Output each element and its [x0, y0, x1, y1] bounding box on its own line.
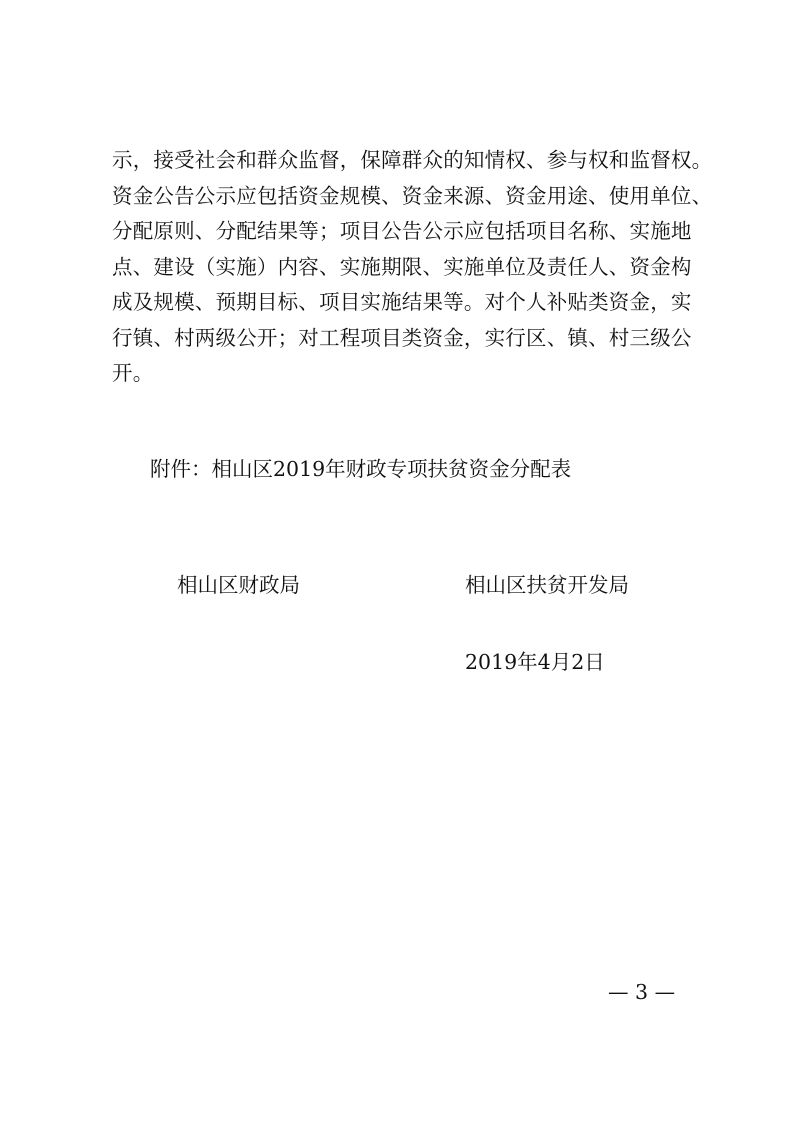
body-paragraph — [112, 143, 713, 392]
body-line: 行镇、村两级公开；对工程项目类资金，实行区、镇、村三级公 — [112, 325, 692, 350]
page-number: — 3 — — [608, 980, 676, 1004]
body-line: 开。 — [112, 361, 154, 385]
document-date: 2019年4月2日 — [465, 650, 605, 674]
signature-finance-bureau: 相山区财政局 — [177, 573, 300, 597]
attachment-note: 附件：相山区2019年财政专项扶贫资金分配表 — [150, 457, 572, 481]
body-line: 示，接受社会和群众监督，保障群众的知情权、参与权和监督权。 — [112, 148, 713, 172]
signature-poverty-office: 相山区扶贫开发局 — [465, 573, 629, 597]
body-line: 分配原则、分配结果等；项目公告公示应包括项目名称、实施地 — [112, 219, 692, 243]
body-line: 成及规模、预期目标、项目实施结果等。对个人补贴类资金，实 — [112, 290, 692, 314]
body-line: 点、建设（实施）内容、实施期限、实施单位及责任人、资金构 — [112, 254, 692, 279]
body-line: 资金公告公示应包括资金规模、资金来源、资金用途、使用单位、 — [112, 183, 713, 208]
